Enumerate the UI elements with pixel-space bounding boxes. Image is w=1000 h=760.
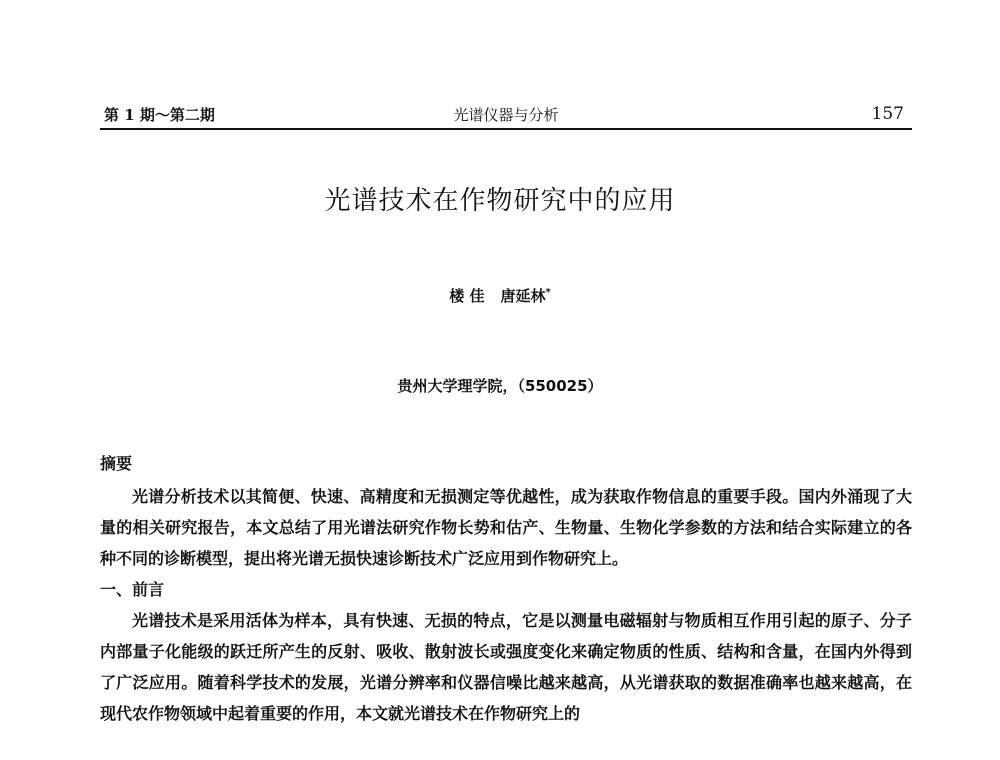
author-2 xyxy=(500,285,550,306)
header-journal-name: 光谱仪器与分析 xyxy=(453,106,559,124)
author-1-name: 楼 佳 xyxy=(449,287,485,305)
header-issue: 第 1 期～第二期 xyxy=(104,106,215,124)
running-header xyxy=(100,102,912,130)
paper-title: 光谱技术在作物研究中的应用 xyxy=(324,186,676,216)
abstract-paragraph: 光谱分析技术以其简便、快速、高精度和无损测定等优越性，成为获取作物信息的重要手段。国内外涌现了大量的相关研究报告，本文总结了用光谱法研究作物长势和估产、生物量、生物化学参数的方法和结合实际建立的各种不同的诊断模型，提出将光谱无损快速诊断技术广泛应用到作物研究上。 xyxy=(100,487,912,568)
affiliation: 贵州大学理学院，（550025） xyxy=(397,377,603,395)
section-heading-introduction: 一、前言 xyxy=(100,580,165,599)
header-page-number: 157 xyxy=(871,104,904,124)
abstract-heading: 摘要 xyxy=(100,454,133,473)
author-1 xyxy=(449,285,484,306)
body-text xyxy=(100,481,912,729)
author-2-mark: * xyxy=(545,287,551,298)
introduction-paragraph: 光谱技术是采用活体为样本，具有快速、无损的特点，它是以测量电磁辐射与物质相互作用引起的原子、分子内部量子化能级的跃迁所产生的反射、吸收、散射波长或强度变化来确定物质的性质、结构和含量，在国内外得到了广泛应用。随着科学技术的发展，光谱分辨率和仪器信噪比越来越高，从光谱获取的数据准确率也越来越高，在现代农作物领域中起着重要的作用，本文就光谱技术在作物研究上的 xyxy=(100,611,912,723)
author-list xyxy=(0,285,1000,306)
author-2-name: 唐延林 xyxy=(500,287,546,305)
